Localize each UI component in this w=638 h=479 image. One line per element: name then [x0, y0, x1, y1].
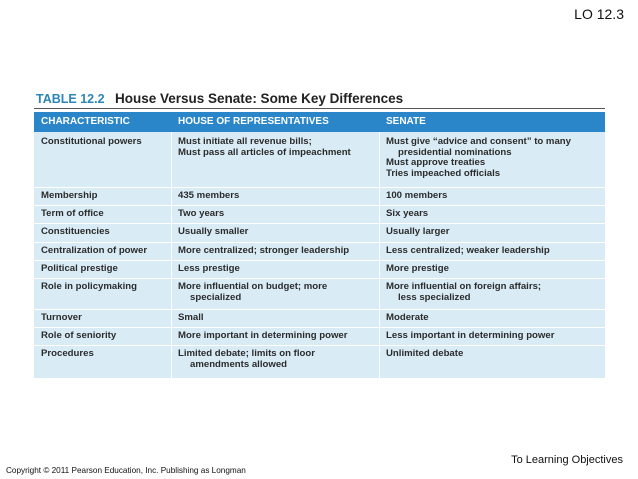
row-divider: [34, 327, 605, 328]
cell-line: Less important in determining power: [386, 330, 555, 341]
characteristic-cell: [41, 313, 169, 324]
cell-line: Two years: [178, 208, 225, 219]
row-divider: [34, 205, 605, 206]
cell-line: Usually larger: [386, 226, 450, 237]
table-title-text: House Versus Senate: Some Key Differences: [115, 91, 404, 106]
house-cell: [178, 264, 383, 275]
row-divider: [34, 242, 605, 243]
cell-line: Political prestige: [41, 263, 118, 274]
senate-cell: [386, 227, 604, 238]
cell-line: More influential on foreign affairs;: [386, 281, 542, 292]
learning-objectives-link[interactable]: To Learning Objectives: [511, 454, 623, 466]
differences-table: [34, 112, 605, 378]
cell-line: Less prestige: [178, 263, 240, 274]
cell-line: Tries impeached officials: [386, 167, 501, 179]
house-cell: [178, 246, 383, 257]
cell-line: More important in determining power: [178, 330, 348, 341]
characteristic-cell: [41, 209, 169, 220]
cell-line: less specialized: [398, 291, 471, 303]
cell-line: Must approve treaties: [386, 157, 486, 169]
cell-line: Usually smaller: [178, 226, 249, 237]
row-divider: [34, 223, 605, 224]
senate-cell: [386, 282, 604, 303]
cell-line: presidential nominations: [398, 146, 512, 158]
cell-line: Must pass all articles of impeachment: [178, 146, 351, 158]
cell-line: Six years: [386, 208, 429, 219]
cell-line: Procedures: [41, 348, 94, 359]
house-cell: [178, 209, 383, 220]
cell-line: Unlimited debate: [386, 348, 464, 359]
cell-line: Small: [178, 312, 204, 323]
cell-line: Moderate: [386, 312, 429, 323]
characteristic-cell: [41, 227, 169, 238]
table-title: [36, 90, 403, 108]
row-divider: [34, 278, 605, 279]
cell-line: Centralization of power: [41, 245, 148, 256]
header-senate: SENATE: [386, 116, 426, 127]
senate-cell: [386, 264, 604, 275]
cell-line: specialized: [190, 291, 242, 303]
senate-cell: [386, 331, 604, 342]
cell-line: More influential on budget; more: [178, 281, 328, 292]
senate-cell: [386, 191, 604, 202]
house-cell: [178, 282, 383, 303]
row-divider: [34, 187, 605, 188]
senate-cell: [386, 246, 604, 257]
table-number: TABLE 12.2: [36, 92, 105, 106]
cell-line: Turnover: [41, 312, 82, 323]
table-header: [34, 112, 605, 132]
cell-line: Role of seniority: [41, 330, 117, 341]
characteristic-cell: [41, 191, 169, 202]
house-cell: [178, 191, 383, 202]
senate-cell: [386, 313, 604, 324]
cell-line: 435 members: [178, 190, 240, 201]
row-divider: [34, 345, 605, 346]
house-cell: [178, 331, 383, 342]
characteristic-cell: [41, 137, 169, 148]
cell-line: Must initiate all revenue bills;: [178, 136, 312, 147]
characteristic-cell: [41, 282, 169, 293]
house-cell: [178, 349, 383, 370]
cell-line: Less centralized; weaker leadership: [386, 245, 550, 256]
characteristic-cell: [41, 349, 169, 360]
characteristic-cell: [41, 331, 169, 342]
copyright-text: Copyright © 2011 Pearson Education, Inc. Publishing as Longman: [6, 466, 246, 475]
cell-line: Membership: [41, 190, 98, 201]
senate-cell: [386, 209, 604, 220]
lo-label: LO 12.3: [574, 6, 624, 22]
title-divider: [34, 108, 605, 109]
house-cell: [178, 137, 383, 158]
cell-line: Constitutional powers: [41, 136, 142, 147]
cell-line: More centralized; stronger leadership: [178, 245, 350, 256]
cell-line: More prestige: [386, 263, 449, 274]
row-divider: [34, 309, 605, 310]
header-house: HOUSE OF REPRESENTATIVES: [178, 116, 329, 127]
cell-line: 100 members: [386, 190, 448, 201]
senate-cell: [386, 349, 604, 360]
characteristic-cell: [41, 264, 169, 275]
senate-cell: [386, 137, 604, 179]
cell-line: Must give “advice and consent” to many: [386, 136, 571, 147]
row-divider: [34, 260, 605, 261]
cell-line: Term of office: [41, 208, 104, 219]
cell-line: Role in policymaking: [41, 281, 137, 292]
cell-line: Limited debate; limits on floor: [178, 348, 315, 359]
cell-line: amendments allowed: [190, 358, 288, 370]
header-characteristic: CHARACTERISTIC: [41, 116, 130, 127]
house-cell: [178, 227, 383, 238]
characteristic-cell: [41, 246, 169, 257]
house-cell: [178, 313, 383, 324]
cell-line: Constituencies: [41, 226, 110, 237]
column-divider: [171, 132, 172, 378]
